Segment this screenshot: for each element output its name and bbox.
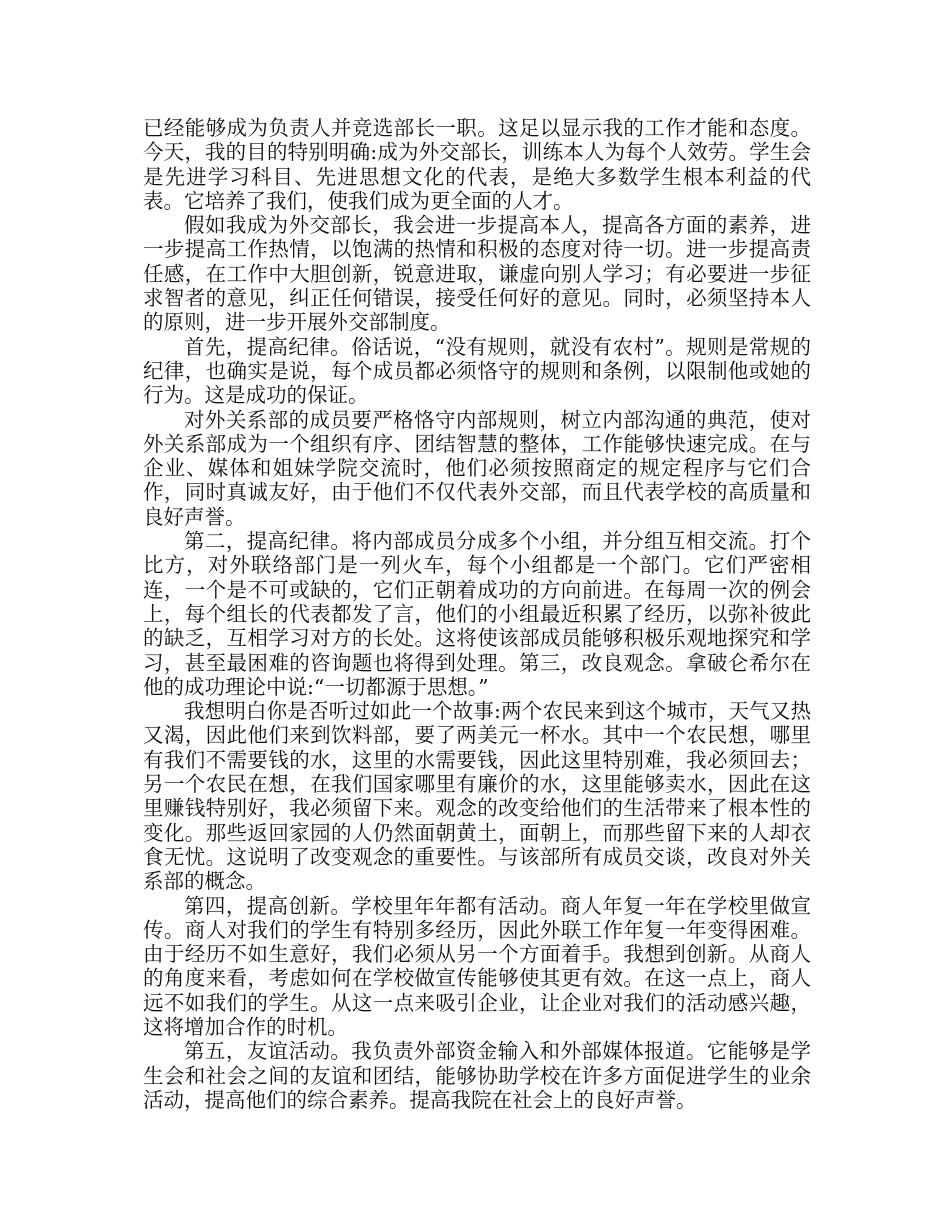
paragraph-4: 对外关系部的成员要严格恪守内部规则，树立内部沟通的典范，使对外关系部成为一个组织有序、团结智慧的整体，工作能够快速完成。在与企业、媒体和姐妹学院交流时，他们必须按照商定的规定程序与它们合作，同时真诚友好，由于他们不仅代表外交部，而且代表学校的高质量和良好声誉。: [143, 407, 811, 529]
paragraph-5: 第二，提高纪律。将内部成员分成多个小组，并分组互相交流。打个比方，对外联络部门是一列火车，每个小组都是一个部门。它们严密相连，一个是不可或缺的，它们正朝着成功的方向前进。在每周一次的例会上，每个组长的代表都发了言，他们的小组最近积累了经历，以弥补彼此的缺乏，互相学习对方的长处。这将使该部成员能够积极乐观地探究和学习，甚至最困难的咨询题也将得到处理。第三，改良观念。拿破仑希尔在他的成功理论中说:“一切都源于思想。”: [143, 529, 811, 699]
paragraph-2: 假如我成为外交部长，我会进一步提高本人，提高各方面的素养，进一步提高工作热情，以饱满的热情和积极的态度对待一切。进一步提高责任感，在工作中大胆创新，锐意进取，谦虚向别人学习；有必要进一步征求智者的意见，纠正任何错误，接受任何好的意见。同时，必须坚持本人的原则，进一步开展外交部制度。: [143, 213, 811, 335]
paragraph-8: 第五，友谊活动。我负责外部资金输入和外部媒体报道。它能够是学生会和社会之间的友谊和团结，能够协助学校在许多方面促进学生的业余活动，提高他们的综合素养。提高我院在社会上的良好声誉。: [143, 1039, 811, 1112]
paragraph-3: 首先，提高纪律。俗话说，“没有规则，就没有农村”。规则是常规的纪律，也确实是说，每个成员都必须恪守的规则和条例，以限制他或她的行为。这是成功的保证。: [143, 334, 811, 408]
paragraph-6: 我想明白你是否听过如此一个故事:两个农民来到这个城市，天气又热又渴，因此他们来到饮料部，要了两美元一杯水。其中一个农民想，哪里有我们不需要钱的水，这里的水需要钱，因此这里特别难，我必须回去；另一个农民在想，在我们国家哪里有廉价的水，这里能够卖水，因此在这里赚钱特别好，我必须留下来。观念的改变给他们的生活带来了根本性的变化。那些返回家园的人仍然面朝黄土，面朝上，而那些留下来的人却衣食无忧。这说明了改变观念的重要性。与该部所有成员交谈，改良对外关系部的概念。: [143, 699, 811, 894]
paragraph-7: 第四，提高创新。学校里年年都有活动。商人年复一年在学校里做宣传。商人对我们的学生有特别多经历，因此外联工作年复一年变得困难。由于经历不如生意好，我们必须从另一个方面着手。我想到创新。从商人的角度来看，考虑如何在学校做宣传能够使其更有效。在这一点上，商人远不如我们的学生。从这一点来吸引企业，让企业对我们的活动感兴趣，这将增加合作的时机。: [143, 893, 811, 1039]
paragraph-1: 已经能够成为负责人并竞选部长一职。这足以显示我的工作才能和态度。今天，我的目的特别明确:成为外交部长，训练本人为每个人效劳。学生会是先进学习科目、先进思想文化的代表，是绝大多数学生根本利益的代表。它培养了我们，使我们成为更全面的人才。: [143, 116, 811, 213]
body-text: [143, 116, 811, 1112]
